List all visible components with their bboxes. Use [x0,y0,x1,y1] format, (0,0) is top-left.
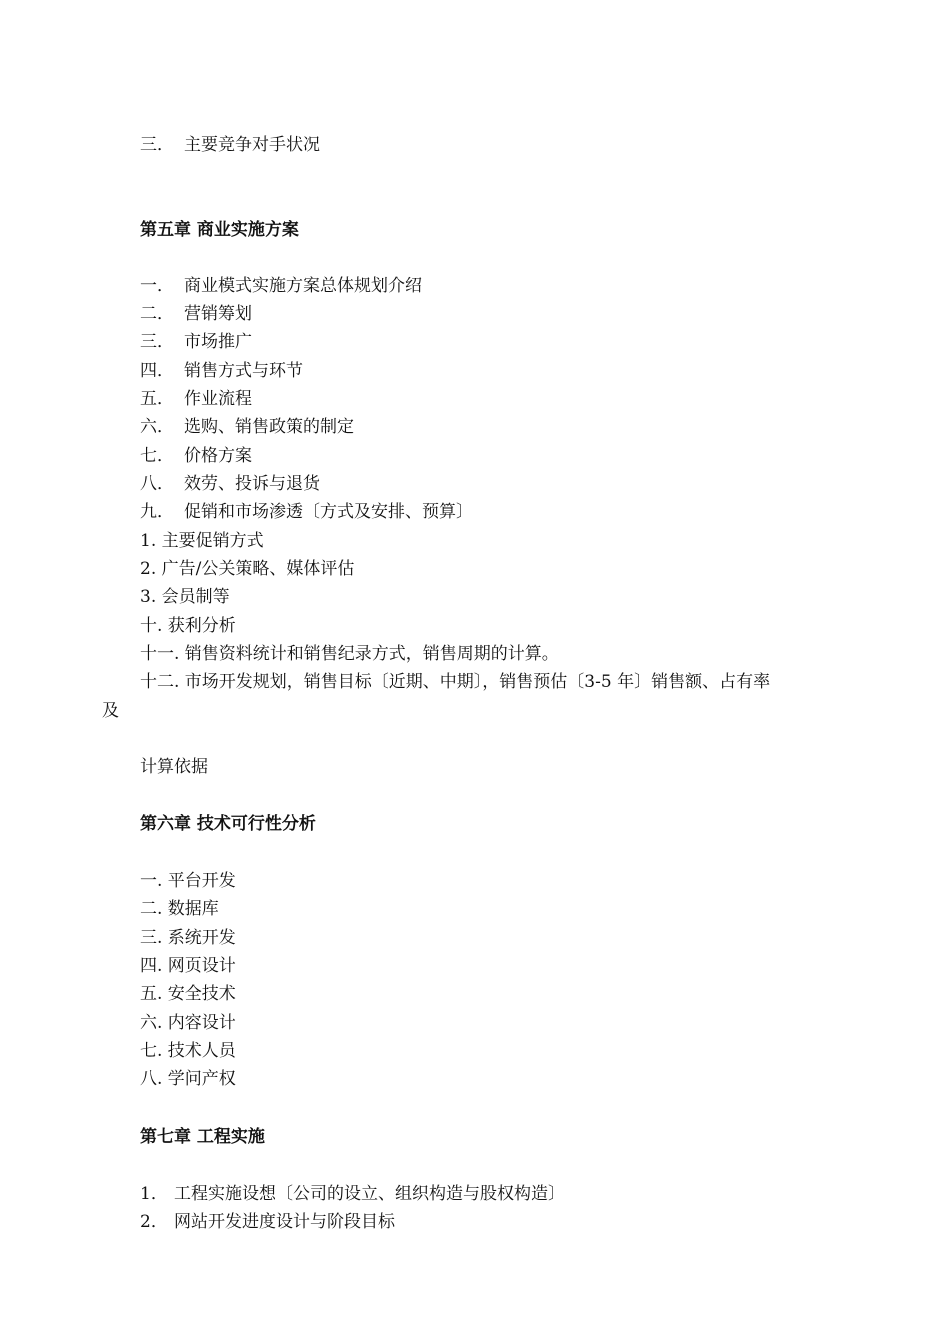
list-item: 三. 系统开发 [140,928,236,948]
list-number: 五． [140,389,174,409]
paragraph-line: 十. 获利分析 [140,616,236,636]
paragraph-line: 十一. 销售资料统计和销售纪录方式，销售周期的计算。 [140,644,559,664]
list-item [140,415,354,439]
list-item: 六. 内容设计 [140,1013,236,1033]
list-item: 二. 数据库 [140,899,219,919]
chapter-heading: 第六章 技术可行性分析 [140,814,316,834]
list-item: 四. 网页设计 [140,956,236,976]
list-text: 效劳、投诉与退货 [184,474,320,494]
list-item [140,330,252,354]
list-item [140,472,320,496]
list-number: 三． [140,332,174,352]
paragraph-line: 计算依据 [140,757,208,777]
paragraph-line: 3. 会员制等 [140,587,230,607]
paragraph-wrap-line: 及 [102,701,119,721]
list-text: 促销和市场渗透〔方式及安排、预算〕 [184,502,473,522]
list-item [140,359,303,383]
list-item: 七. 技术人员 [140,1041,236,1061]
list-text: 作业流程 [184,389,252,409]
list-text: 选购、销售政策的制定 [184,417,354,437]
paragraph-line: 2. 广告/公关策略、媒体评估 [140,559,355,579]
list-number: 七． [140,446,174,466]
list-text: 价格方案 [184,446,252,466]
list-item [140,1210,395,1234]
list-item [140,500,473,524]
list-text: 营销筹划 [184,304,252,324]
list-item [140,274,422,298]
list-item [140,1182,565,1206]
paragraph-line: 1. 主要促销方式 [140,531,264,551]
list-item: 一. 平台开发 [140,871,236,891]
list-number: 2． [140,1212,168,1232]
list-number: 一． [140,276,174,296]
list-text: 主要竞争对手状况 [184,135,320,155]
list-text: 市场推广 [184,332,252,352]
list-item: 五. 安全技术 [140,984,236,1004]
paragraph-line: 十二. 市场开发规划，销售目标〔近期、中期〕，销售预估〔3-5 年〕销售额、占有率 [140,672,771,692]
list-text: 工程实施设想〔公司的设立、组织构造与股权构造〕 [174,1184,565,1204]
list-number: 二． [140,304,174,324]
list-text: 网站开发进度设计与阶段目标 [174,1212,395,1232]
list-item [140,133,320,157]
list-item: 八. 学问产权 [140,1069,236,1089]
list-text: 销售方式与环节 [184,361,303,381]
list-item [140,387,252,411]
list-number: 四． [140,361,174,381]
list-item [140,302,252,326]
list-text: 商业模式实施方案总体规划介绍 [184,276,422,296]
chapter-heading: 第七章 工程实施 [140,1127,265,1147]
list-number: 1． [140,1184,168,1204]
chapter-heading: 第五章 商业实施方案 [140,220,299,240]
list-number: 六． [140,417,174,437]
list-number: 九． [140,502,174,522]
list-item [140,444,252,468]
list-number: 八． [140,474,174,494]
list-number: 三． [140,135,174,155]
